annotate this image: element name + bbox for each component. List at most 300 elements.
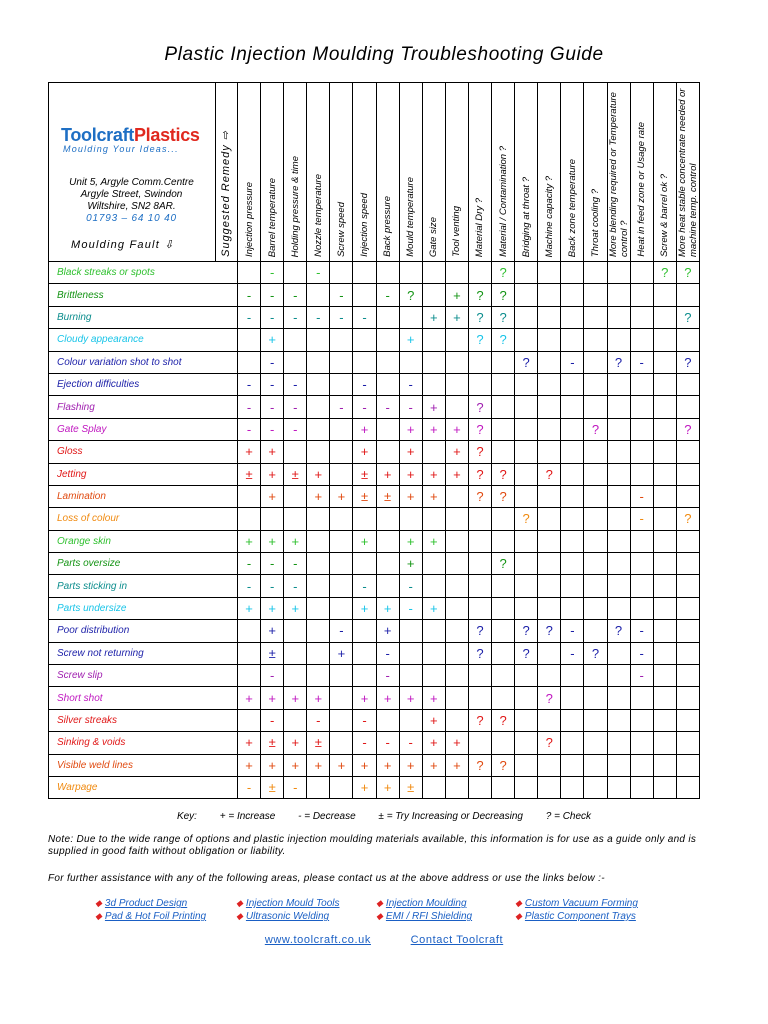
column-header — [330, 83, 353, 262]
remedy-cell: + — [399, 687, 422, 709]
remedy-cell — [307, 329, 330, 351]
remedy-cell — [607, 553, 630, 575]
remedy-cell — [676, 597, 699, 619]
remedy-cell — [630, 575, 653, 597]
remedy-cell — [422, 642, 445, 664]
remedy-cell: ? — [538, 463, 561, 485]
remedy-cell — [422, 776, 445, 798]
remedy-cell: ± — [238, 463, 261, 485]
column-header — [399, 83, 422, 262]
column-header-label: Throat cooling ? — [589, 188, 601, 257]
remedy-cell: - — [238, 373, 261, 395]
remedy-cell — [607, 687, 630, 709]
remedy-cell: + — [399, 418, 422, 440]
remedy-cell — [492, 441, 515, 463]
remedy-cell — [538, 665, 561, 687]
remedy-cell — [376, 262, 399, 284]
fault-name: Visible weld lines — [49, 754, 238, 776]
remedy-cell — [515, 306, 538, 328]
remedy-cell — [561, 732, 584, 754]
remedy-cell — [468, 351, 491, 373]
fault-name: Parts undersize — [49, 597, 238, 619]
fault-row — [49, 284, 700, 306]
remedy-cell: + — [307, 463, 330, 485]
remedy-cell: - — [561, 351, 584, 373]
column-header-label: Barrel temperature — [266, 177, 278, 257]
remedy-cell — [468, 530, 491, 552]
remedy-cell — [515, 441, 538, 463]
troubleshooting-table — [48, 82, 700, 799]
remedy-cell — [653, 463, 676, 485]
key-legend: Key: + = Increase - = Decrease ± = Try Increasing or Decreasing ? = Check — [176, 811, 592, 822]
remedy-cell — [607, 418, 630, 440]
remedy-cell: + — [422, 485, 445, 507]
fault-row — [49, 441, 700, 463]
remedy-cell: + — [353, 776, 376, 798]
link-ultrasonic-welding[interactable]: Ultrasonic Welding — [245, 911, 330, 922]
remedy-cell — [653, 306, 676, 328]
remedy-cell: ? — [676, 262, 699, 284]
remedy-cell — [284, 642, 307, 664]
remedy-cell — [515, 575, 538, 597]
remedy-cell — [607, 530, 630, 552]
remedy-cell: ? — [492, 262, 515, 284]
remedy-cell: - — [630, 508, 653, 530]
remedy-cell — [307, 508, 330, 530]
diamond-bullet-icon: ◆ — [515, 898, 522, 908]
link-injection-moulding[interactable]: Injection Moulding — [385, 898, 467, 909]
remedy-cell — [238, 351, 261, 373]
remedy-cell: + — [261, 754, 284, 776]
link-injection-mould-tools[interactable]: Injection Mould Tools — [245, 898, 340, 909]
remedy-cell: + — [399, 329, 422, 351]
remedy-cell — [330, 351, 353, 373]
column-header-label: Machine capacity ? — [543, 175, 555, 257]
column-header — [653, 83, 676, 262]
remedy-cell — [584, 754, 607, 776]
remedy-cell — [584, 665, 607, 687]
remedy-cell — [445, 553, 468, 575]
fault-name: Jetting — [49, 463, 238, 485]
remedy-cell — [538, 441, 561, 463]
remedy-cell — [584, 373, 607, 395]
remedy-cell — [284, 485, 307, 507]
remedy-cell — [653, 485, 676, 507]
diamond-bullet-icon: ◆ — [236, 911, 243, 921]
remedy-cell — [445, 262, 468, 284]
remedy-cell: - — [284, 373, 307, 395]
website-link[interactable]: www.toolcraft.co.uk — [264, 934, 371, 946]
remedy-cell — [445, 665, 468, 687]
fault-name: Black streaks or spots — [49, 262, 238, 284]
fault-row — [49, 665, 700, 687]
remedy-cell — [584, 463, 607, 485]
remedy-cell — [584, 485, 607, 507]
remedy-cell: ? — [492, 284, 515, 306]
remedy-cell: - — [238, 396, 261, 418]
remedy-cell — [630, 732, 653, 754]
remedy-cell — [515, 709, 538, 731]
remedy-cell — [261, 508, 284, 530]
remedy-cell — [307, 553, 330, 575]
remedy-cell: + — [376, 620, 399, 642]
remedy-cell — [653, 396, 676, 418]
remedy-cell: - — [399, 396, 422, 418]
remedy-cell — [676, 553, 699, 575]
remedy-cell — [492, 351, 515, 373]
remedy-cell — [561, 754, 584, 776]
remedy-cell — [399, 709, 422, 731]
remedy-cell — [653, 620, 676, 642]
remedy-cell — [492, 530, 515, 552]
remedy-cell — [445, 396, 468, 418]
link-column — [236, 897, 340, 923]
fault-row — [49, 776, 700, 798]
remedy-cell: ? — [492, 485, 515, 507]
remedy-cell — [653, 687, 676, 709]
remedy-cell — [238, 665, 261, 687]
remedy-cell — [445, 351, 468, 373]
remedy-cell: ? — [468, 329, 491, 351]
remedy-cell: - — [330, 396, 353, 418]
remedy-cell: + — [399, 754, 422, 776]
remedy-cell — [238, 329, 261, 351]
remedy-cell — [607, 508, 630, 530]
remedy-cell — [422, 508, 445, 530]
contact-link[interactable]: Contact Toolcraft — [410, 934, 504, 946]
fault-name: Gate Splay — [49, 418, 238, 440]
remedy-cell: - — [261, 373, 284, 395]
remedy-cell — [584, 597, 607, 619]
column-header — [676, 83, 699, 262]
fault-name: Cloudy appearance — [49, 329, 238, 351]
remedy-cell — [607, 597, 630, 619]
remedy-cell: ? — [468, 754, 491, 776]
remedy-cell — [515, 418, 538, 440]
remedy-cell: + — [399, 463, 422, 485]
fault-row — [49, 373, 700, 395]
remedy-cell — [561, 262, 584, 284]
remedy-cell: ? — [468, 709, 491, 731]
remedy-cell: ? — [492, 553, 515, 575]
remedy-cell — [353, 262, 376, 284]
diamond-bullet-icon: ◆ — [95, 898, 102, 908]
remedy-cell: + — [445, 284, 468, 306]
remedy-cell: + — [330, 642, 353, 664]
remedy-cell: + — [445, 732, 468, 754]
remedy-cell — [630, 709, 653, 731]
remedy-cell — [492, 687, 515, 709]
remedy-cell: + — [353, 597, 376, 619]
remedy-cell — [653, 665, 676, 687]
remedy-cell: + — [376, 776, 399, 798]
remedy-cell — [284, 441, 307, 463]
remedy-cell — [376, 373, 399, 395]
remedy-cell — [630, 284, 653, 306]
remedy-cell — [538, 262, 561, 284]
remedy-cell — [538, 396, 561, 418]
remedy-cell: ? — [515, 508, 538, 530]
remedy-cell: + — [399, 553, 422, 575]
fault-row — [49, 575, 700, 597]
remedy-cell: + — [376, 754, 399, 776]
column-header-label: Material Dry ? — [474, 197, 486, 257]
remedy-cell: - — [238, 776, 261, 798]
remedy-cell — [630, 396, 653, 418]
remedy-cell — [376, 530, 399, 552]
remedy-cell — [422, 620, 445, 642]
fault-row — [49, 463, 700, 485]
column-header — [284, 83, 307, 262]
remedy-cell — [307, 441, 330, 463]
remedy-cell — [653, 418, 676, 440]
fault-name: Silver streaks — [49, 709, 238, 731]
remedy-cell: + — [422, 396, 445, 418]
link-emi-rfi-shielding[interactable]: EMI / RFI Shielding — [385, 911, 473, 922]
remedy-cell — [676, 485, 699, 507]
fault-row — [49, 709, 700, 731]
remedy-cell — [330, 553, 353, 575]
remedy-cell: + — [445, 754, 468, 776]
remedy-cell: + — [238, 687, 261, 709]
remedy-cell: + — [445, 306, 468, 328]
remedy-cell: ? — [468, 642, 491, 664]
remedy-cell — [561, 306, 584, 328]
remedy-cell: ? — [515, 351, 538, 373]
fault-row — [49, 530, 700, 552]
remedy-cell: ± — [376, 485, 399, 507]
remedy-cell — [653, 530, 676, 552]
column-header-label: Back pressure — [382, 196, 394, 257]
remedy-cell: - — [284, 776, 307, 798]
remedy-cell — [376, 418, 399, 440]
column-header — [376, 83, 399, 262]
remedy-cell — [330, 508, 353, 530]
remedy-cell — [376, 553, 399, 575]
header-row — [49, 83, 700, 262]
remedy-cell — [422, 284, 445, 306]
remedy-cell — [468, 508, 491, 530]
remedy-cell — [399, 642, 422, 664]
column-header — [353, 83, 376, 262]
remedy-cell: - — [399, 575, 422, 597]
remedy-cell: - — [353, 373, 376, 395]
remedy-cell — [422, 665, 445, 687]
remedy-cell — [515, 373, 538, 395]
remedy-cell: - — [330, 284, 353, 306]
fault-row — [49, 351, 700, 373]
remedy-cell: + — [284, 530, 307, 552]
remedy-cell — [538, 351, 561, 373]
remedy-cell — [561, 665, 584, 687]
column-header-label: Bridging at throat ? — [520, 176, 532, 257]
remedy-cell — [468, 732, 491, 754]
remedy-cell: + — [330, 485, 353, 507]
remedy-cell: + — [238, 754, 261, 776]
remedy-cell: - — [399, 373, 422, 395]
remedy-cell: + — [353, 754, 376, 776]
remedy-cell: + — [261, 463, 284, 485]
remedy-cell: - — [630, 665, 653, 687]
remedy-cell — [445, 776, 468, 798]
remedy-cell: - — [261, 262, 284, 284]
column-header — [492, 83, 515, 262]
remedy-cell — [353, 508, 376, 530]
column-header-label: More blending required or Temperature control ? — [607, 92, 630, 257]
remedy-cell — [630, 776, 653, 798]
remedy-cell: - — [238, 306, 261, 328]
remedy-cell: - — [399, 732, 422, 754]
remedy-cell: - — [261, 396, 284, 418]
remedy-cell — [538, 306, 561, 328]
remedy-cell — [330, 463, 353, 485]
remedy-cell — [445, 642, 468, 664]
remedy-cell — [515, 530, 538, 552]
remedy-cell: ± — [261, 642, 284, 664]
remedy-cell — [607, 463, 630, 485]
remedy-cell: - — [353, 575, 376, 597]
remedy-cell: + — [422, 732, 445, 754]
remedy-cell: + — [422, 418, 445, 440]
remedy-cell — [445, 687, 468, 709]
remedy-cell — [399, 306, 422, 328]
remedy-cell: - — [261, 575, 284, 597]
remedy-cell — [676, 687, 699, 709]
remedy-cell — [584, 776, 607, 798]
link-column — [515, 897, 638, 923]
remedy-cell — [607, 306, 630, 328]
diamond-bullet-icon: ◆ — [515, 911, 522, 921]
remedy-cell — [330, 597, 353, 619]
remedy-cell — [676, 530, 699, 552]
remedy-cell — [676, 373, 699, 395]
remedy-cell — [653, 709, 676, 731]
remedy-cell — [676, 441, 699, 463]
column-header — [561, 83, 584, 262]
remedy-cell — [607, 642, 630, 664]
fault-row — [49, 329, 700, 351]
remedy-cell: ? — [492, 329, 515, 351]
remedy-cell: ? — [468, 463, 491, 485]
remedy-cell — [399, 508, 422, 530]
remedy-cell — [630, 597, 653, 619]
remedy-cell — [238, 485, 261, 507]
remedy-cell — [584, 620, 607, 642]
fault-row — [49, 508, 700, 530]
link-custom-vacuum-forming[interactable]: Custom Vacuum Forming — [524, 898, 638, 909]
remedy-cell: - — [238, 553, 261, 575]
remedy-cell: - — [376, 284, 399, 306]
remedy-cell — [492, 642, 515, 664]
remedy-cell — [445, 620, 468, 642]
remedy-cell: - — [376, 665, 399, 687]
remedy-cell — [330, 575, 353, 597]
remedy-cell: + — [399, 441, 422, 463]
remedy-cell: + — [353, 530, 376, 552]
remedy-cell — [307, 620, 330, 642]
remedy-cell — [584, 687, 607, 709]
remedy-cell — [561, 418, 584, 440]
remedy-cell — [515, 553, 538, 575]
remedy-cell: ? — [607, 620, 630, 642]
remedy-cell — [630, 441, 653, 463]
column-header — [630, 83, 653, 262]
remedy-cell — [468, 373, 491, 395]
fault-name: Gloss — [49, 441, 238, 463]
column-header-label: Nozzle temperature — [312, 174, 324, 257]
remedy-cell: - — [284, 553, 307, 575]
link-pad-hot-foil-printing[interactable]: Pad & Hot Foil Printing — [104, 911, 207, 922]
remedy-cell — [376, 441, 399, 463]
remedy-cell — [330, 373, 353, 395]
link-plastic-component-trays[interactable]: Plastic Component Trays — [524, 911, 636, 922]
remedy-cell — [607, 396, 630, 418]
column-header — [468, 83, 491, 262]
remedy-cell — [445, 373, 468, 395]
remedy-cell — [353, 553, 376, 575]
remedy-cell — [330, 441, 353, 463]
fault-row — [49, 306, 700, 328]
remedy-cell — [353, 329, 376, 351]
fault-name: Ejection difficulties — [49, 373, 238, 395]
moulding-fault-label: Moulding Fault ⇩ — [71, 239, 175, 251]
remedy-cell: - — [353, 306, 376, 328]
remedy-cell: - — [630, 620, 653, 642]
link-3d-product-design[interactable]: 3d Product Design — [104, 898, 188, 909]
remedy-cell — [445, 485, 468, 507]
fault-name: Brittleness — [49, 284, 238, 306]
remedy-cell — [630, 530, 653, 552]
remedy-cell — [238, 642, 261, 664]
diamond-bullet-icon: ◆ — [376, 911, 383, 921]
remedy-cell — [584, 530, 607, 552]
company-address: Unit 5, Argyle Comm.Centre Argyle Street, Swindon Wiltshire, SN2 8AR. 01793 – 64 10 40 — [49, 177, 214, 225]
column-header — [584, 83, 607, 262]
remedy-cell — [492, 665, 515, 687]
remedy-cell — [676, 642, 699, 664]
fault-name: Screw not returning — [49, 642, 238, 664]
remedy-cell: + — [284, 732, 307, 754]
remedy-cell: - — [261, 284, 284, 306]
remedy-cell — [653, 597, 676, 619]
remedy-cell — [468, 597, 491, 619]
remedy-cell — [653, 642, 676, 664]
remedy-cell — [468, 687, 491, 709]
company-logo: ToolcraftPlastics — [61, 125, 200, 145]
remedy-cell — [330, 329, 353, 351]
column-header — [261, 83, 284, 262]
remedy-cell: ? — [492, 709, 515, 731]
remedy-cell: + — [445, 441, 468, 463]
column-header — [307, 83, 330, 262]
remedy-cell — [676, 665, 699, 687]
remedy-cell — [561, 329, 584, 351]
column-header-label: Mould temperature — [405, 177, 417, 257]
remedy-cell: - — [261, 665, 284, 687]
diamond-bullet-icon: ◆ — [95, 911, 102, 921]
remedy-cell: - — [630, 351, 653, 373]
remedy-cell — [445, 709, 468, 731]
remedy-cell — [353, 620, 376, 642]
remedy-cell — [630, 306, 653, 328]
remedy-cell — [330, 418, 353, 440]
remedy-cell — [307, 665, 330, 687]
remedy-cell: ? — [538, 732, 561, 754]
fault-name: Poor distribution — [49, 620, 238, 642]
remedy-cell: - — [238, 575, 261, 597]
column-header — [238, 83, 261, 262]
remedy-cell — [538, 597, 561, 619]
